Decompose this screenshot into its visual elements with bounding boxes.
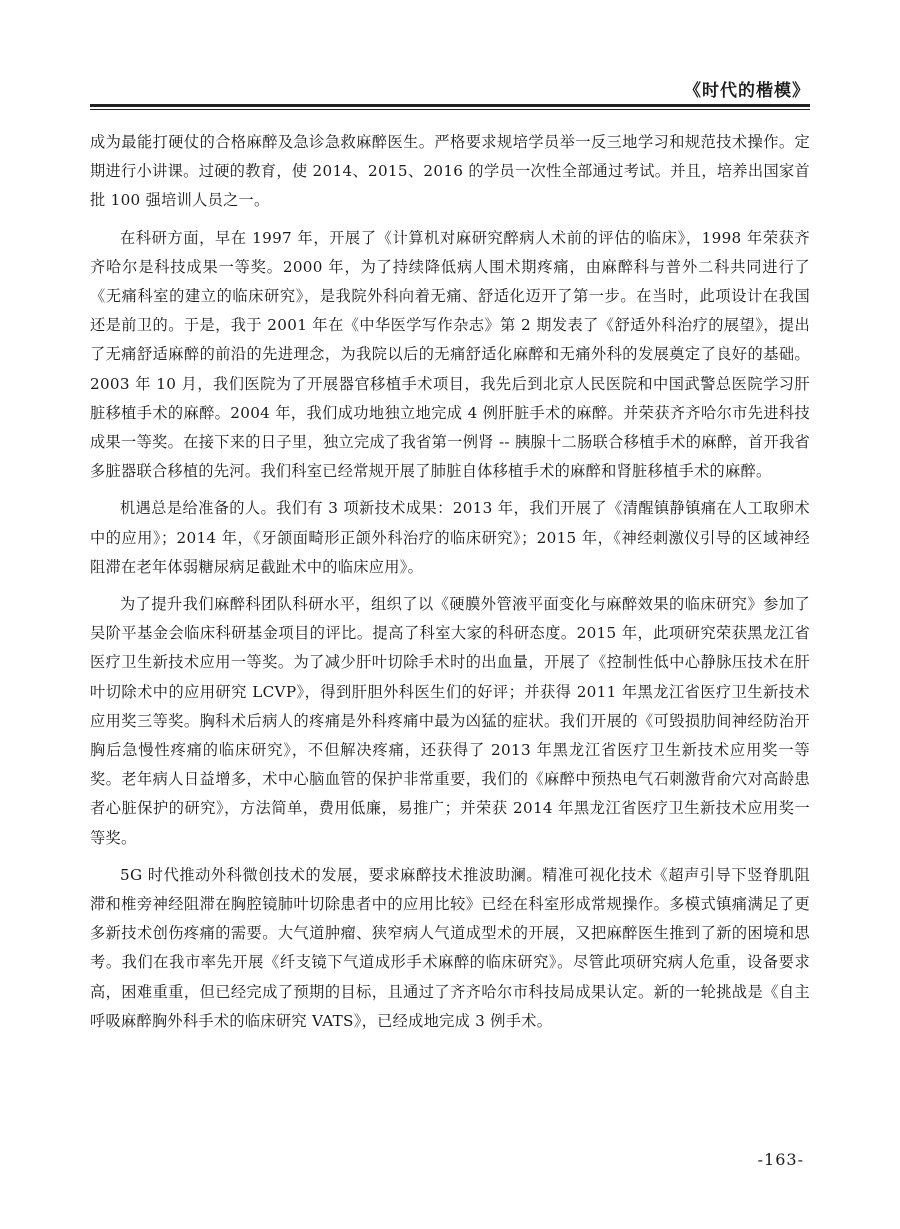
body-text [90,128,810,1044]
paragraph-research: 在科研方面，早在 1997 年，开展了《计算机对麻研究醉病人术前的评估的临床》，1998 年荣获齐齐哈尔是科技成果一等奖。2000 年，为了持续降低病人围术期疼痛，由麻醉科与普外二科共同进行了《无痛科室的建立的临床研究》，是我院外科向着无痛、舒适化迈开了第一步。在当时，此项设计在我国还是前卫的。于是，我于 2001 年在《中华医学写作杂志》第 2 期发表了《舒适外科治疗的展望》，提出了无痛舒适麻醉的前沿的先进理念，为我院以后的无痛舒适化麻醉和无痛外科的发展奠定了良好的基础。2003 年 10 月，我们医院为了开展器官移植手术项目，我先后到北京人民医院和中国武警总医院学习肝脏移植手术的麻醉。2004 年，我们成功地独立地完成 4 例肝脏手术的麻醉。并荣获齐齐哈尔市先进科技成果一等奖。在接下来的日子里，独立完成了我省第一例肾 -- 胰腺十二肠联合移植手术的麻醉，首开我省多脏器联合移植的先河。我们科室已经常规开展了肺脏自体移植手术的麻醉和肾脏移植手术的麻醉。 [90,228,810,481]
header-rule-thin [90,109,810,110]
paragraph-5g-era: 5G 时代推动外科微创技术的发展，要求麻醉技术推波助澜。精准可视化技术《超声引导下竖脊肌阻滞和椎旁神经阻滞在胸腔镜肺叶切除患者中的应用比较》已经在科室形成常规操作。多模式镇痛满足了更多新技术创伤疼痛的需要。大气道肿瘤、狭窄病人气道成型术的开展，又把麻醉医生推到了新的困境和思考。我们在我市率先开展《纤支镜下气道成形手术麻醉的临床研究》。尽管此项研究病人危重，设备要求高，困难重重，但已经完成了预期的目标，且通过了齐齐哈尔市科技局成果认定。新的一轮挑战是《自主呼吸麻醉胸外科手术的临床研究 VATS》，已经成地完成 3 例手术。 [90,865,810,1030]
paragraph-team-research: 为了提升我们麻醉科团队科研水平，组织了以《硬膜外管液平面变化与麻醉效果的临床研究》参加了吴阶平基金会临床科研基金项目的评比。提高了科室大家的科研态度。2015 年，此项研究荣获黑龙江省医疗卫生新技术应用一等奖。为了减少肝叶切除手术时的出血量，开展了《控制性低中心静脉压技术在肝叶切除术中的应用研究 LCVP》，得到肝胆外科医生们的好评；并获得 2011 年黑龙江省医疗卫生新技术应用奖三等奖。胸科术后病人的疼痛是外科疼痛中最为凶猛的症状。我们开展的《可毁损肋间神经防治开胸后急慢性疼痛的临床研究》，不但解决疼痛，还获得了 2013 年黑龙江省医疗卫生新技术应用奖一等奖。老年病人日益增多，术中心脑血管的保护非常重要，我们的《麻醉中预热电气石刺激背俞穴对高龄患者心脏保护的研究》，方法简单，费用低廉，易推广；并荣获 2014 年黑龙江省医疗卫生新技术应用奖一等奖。 [90,595,810,847]
running-header-title: 《时代的楷模》 [684,81,810,101]
paragraph-continued: 成为最能打硬仗的合格麻醉及急诊急救麻醉医生。严格要求规培学员举一反三地学习和规范技术操作。定期进行小讲课。过硬的教育，使 2014、2015、2016 的学员一次性全部通过考试。并且，培养出国家首批 100 强培训人员之一。 [90,133,810,210]
header-rule-thick [90,104,810,107]
paragraph-new-tech: 机遇总是给准备的人。我们有 3 项新技术成果：2013 年，我们开展了《清醒镇静镇痛在人工取卵术中的应用》；2014 年，《牙颌面畸形正颌外科治疗的临床研究》；2015 年，《神经刺激仪引导的区域神经阻滞在老年体弱糖尿病足截趾术中的临床应用》。 [90,499,810,576]
page-number: -163- [757,1150,804,1169]
